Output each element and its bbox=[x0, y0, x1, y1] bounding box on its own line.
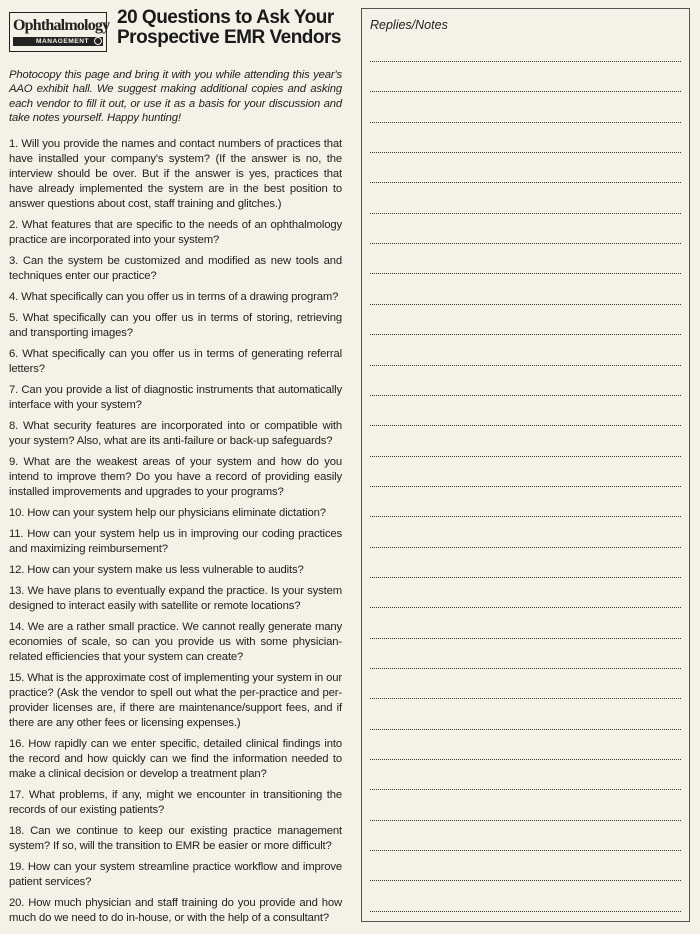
note-line[interactable] bbox=[370, 486, 681, 487]
note-line[interactable] bbox=[370, 425, 681, 426]
page-title: 20 Questions to Ask Your Prospective EMR Vendors bbox=[117, 7, 341, 48]
note-line[interactable] bbox=[370, 789, 681, 790]
note-line[interactable] bbox=[370, 638, 681, 639]
question-item: 3. Can the system be customized and modified as new tools and techniques enter our practice? bbox=[9, 254, 342, 282]
question-item: 16. How rapidly can we enter specific, detailed clinical findings into the record and how quickly can we find the information needed to make a clinical decision or develop a treatment plan? bbox=[9, 737, 342, 780]
question-item: 6. What specifically can you offer us in terms of generating referral letters? bbox=[9, 347, 342, 375]
note-line[interactable] bbox=[370, 456, 681, 457]
logo-subtitle: MANAGEMENT bbox=[13, 37, 103, 46]
note-line[interactable] bbox=[370, 880, 681, 881]
note-line[interactable] bbox=[370, 911, 681, 912]
header bbox=[9, 8, 342, 56]
note-line[interactable] bbox=[370, 243, 681, 244]
question-item: 1. Will you provide the names and contact numbers of practices that have installed your company's system? (If the answer is no, the interview should be over. But if the answer is yes, practices that have already implemented the system are in the best position to answer questions about cost, staff training and glitches.) bbox=[9, 137, 342, 210]
note-line[interactable] bbox=[370, 152, 681, 153]
question-item: 2. What features that are specific to the needs of an ophthalmology practice are incorporated into your system? bbox=[9, 218, 342, 246]
note-line[interactable] bbox=[370, 850, 681, 851]
note-line[interactable] bbox=[370, 122, 681, 123]
note-line[interactable] bbox=[370, 820, 681, 821]
note-line[interactable] bbox=[370, 395, 681, 396]
note-line[interactable] bbox=[370, 273, 681, 274]
question-item: 5. What specifically can you offer us in terms of storing, retrieving and transporting images? bbox=[9, 311, 342, 339]
note-line[interactable] bbox=[370, 91, 681, 92]
question-item: 20. How much physician and staff training do you provide and how much do we need to do in-house, or with the help of a consultant? bbox=[9, 896, 342, 924]
question-item: 13. We have plans to eventually expand the practice. Is your system designed to interact easily with satellite or remote locations? bbox=[9, 584, 342, 612]
note-line[interactable] bbox=[370, 547, 681, 548]
question-list bbox=[9, 137, 342, 926]
eye-icon bbox=[94, 37, 102, 45]
question-item: 11. How can your system help us in improving our coding practices and maximizing reimbursement? bbox=[9, 527, 342, 555]
note-line[interactable] bbox=[370, 698, 681, 699]
question-item: 15. What is the approximate cost of implementing your system in our practice? (Ask the vendor to spell out what the per-practice and per-provider licenses are, if there are maintenance/support fees, and if there are any other fees or licensing expenses.) bbox=[9, 671, 342, 729]
intro-text: Photocopy this page and bring it with you while attending this year's AAO exhibit hall. We suggest making additional copies and asking each vendor to fill it out, or use it as a basis for your discussion and take notes yourself. Happy hunting! bbox=[9, 69, 342, 125]
note-line[interactable] bbox=[370, 182, 681, 183]
note-line[interactable] bbox=[370, 668, 681, 669]
note-line[interactable] bbox=[370, 577, 681, 578]
publication-logo bbox=[9, 12, 110, 52]
note-line[interactable] bbox=[370, 516, 681, 517]
question-item: 7. Can you provide a list of diagnostic instruments that automatically interface with your system? bbox=[9, 383, 342, 411]
note-line[interactable] bbox=[370, 334, 681, 335]
question-item: 4. What specifically can you offer us in terms of a drawing program? bbox=[9, 290, 339, 303]
replies-notes-box[interactable] bbox=[361, 8, 690, 922]
notes-title: Replies/Notes bbox=[370, 18, 448, 32]
note-line[interactable] bbox=[370, 213, 681, 214]
question-item: 19. How can your system streamline practice workflow and improve patient services? bbox=[9, 860, 342, 888]
question-item: 14. We are a rather small practice. We cannot really generate many economies of scale, so can you provide us with some physician-related efficiencies that your system can create? bbox=[9, 620, 342, 663]
note-line[interactable] bbox=[370, 729, 681, 730]
note-line[interactable] bbox=[370, 365, 681, 366]
question-item: 9. What are the weakest areas of your system and how do you intend to improve them? Do you have a record of providing easily installed improvements and upgrades to your programs? bbox=[9, 455, 342, 498]
note-line[interactable] bbox=[370, 61, 681, 62]
note-line[interactable] bbox=[370, 304, 681, 305]
questions-column bbox=[9, 8, 342, 932]
question-item: 12. How can your system make us less vulnerable to audits? bbox=[9, 563, 304, 576]
question-item: 17. What problems, if any, might we encounter in transitioning the records of our existing patients? bbox=[9, 788, 342, 816]
logo-wordmark: Ophthalmology bbox=[13, 17, 110, 34]
note-line[interactable] bbox=[370, 759, 681, 760]
question-item: 8. What security features are incorporated into or compatible with your system? Also, what are its anti-failure or back-up safeguards? bbox=[9, 419, 342, 447]
question-item: 10. How can your system help our physicians eliminate dictation? bbox=[9, 506, 326, 519]
question-item: 18. Can we continue to keep our existing practice management system? If so, will the transition to EMR be easier or more difficult? bbox=[9, 824, 342, 852]
note-line[interactable] bbox=[370, 607, 681, 608]
